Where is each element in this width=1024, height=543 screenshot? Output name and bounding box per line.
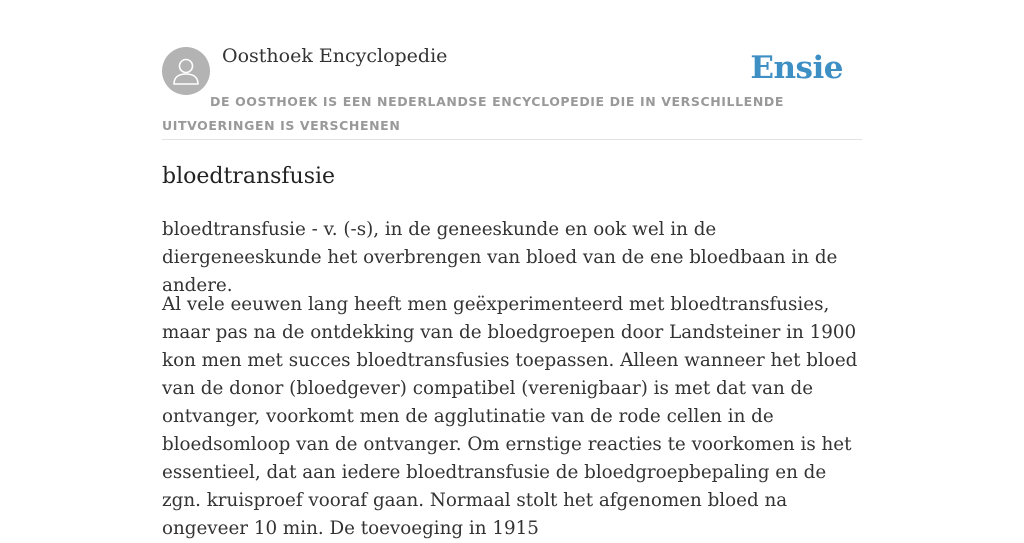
page xyxy=(162,0,862,539)
site-tagline: DE OOSTHOEK IS EEN NEDERLANDSE ENCYCLOPEDIE DIE IN VERSCHILLENDE UITVOERINGEN IS VERSCHENEN xyxy=(162,94,784,133)
article-paragraph: bloedtransfusie - v. (-s), in de geneeskunde en ook wel in de diergeneeskunde het overbrengen van bloed van de ene bloedbaan in de andere. xyxy=(162,219,838,296)
site-name[interactable]: Oosthoek Encyclopedie xyxy=(222,45,448,67)
avatar[interactable] xyxy=(162,47,210,95)
user-icon xyxy=(162,47,210,95)
header-divider xyxy=(162,139,862,140)
article-title: bloedtransfusie xyxy=(162,164,336,189)
article-paragraph: Al vele eeuwen lang heeft men geëxperimenteerd met bloedtransfusies, maar pas na de ontdekking van de bloedgroepen door Landsteiner in 1900 kon men met succes bloedtransfusies toepassen. Alleen wanneer het bloed van de donor (bloedgever) compatibel (verenigbaar) is met dat van de ontvanger, voorkomt men de agglutinatie van de rode cellen in de bloedsomloop van de ontvanger. Om ernstige reacties te voorkomen is het essentieel, dat aan iedere bloedtransfusie de bloedgroepbepaling en de zgn. kruisproef vooraf gaan. Normaal stolt het afgenomen bloed na ongeveer 10 min. De toevoeging in 1915 xyxy=(162,294,858,539)
brand-logo[interactable]: Ensie xyxy=(750,50,843,86)
